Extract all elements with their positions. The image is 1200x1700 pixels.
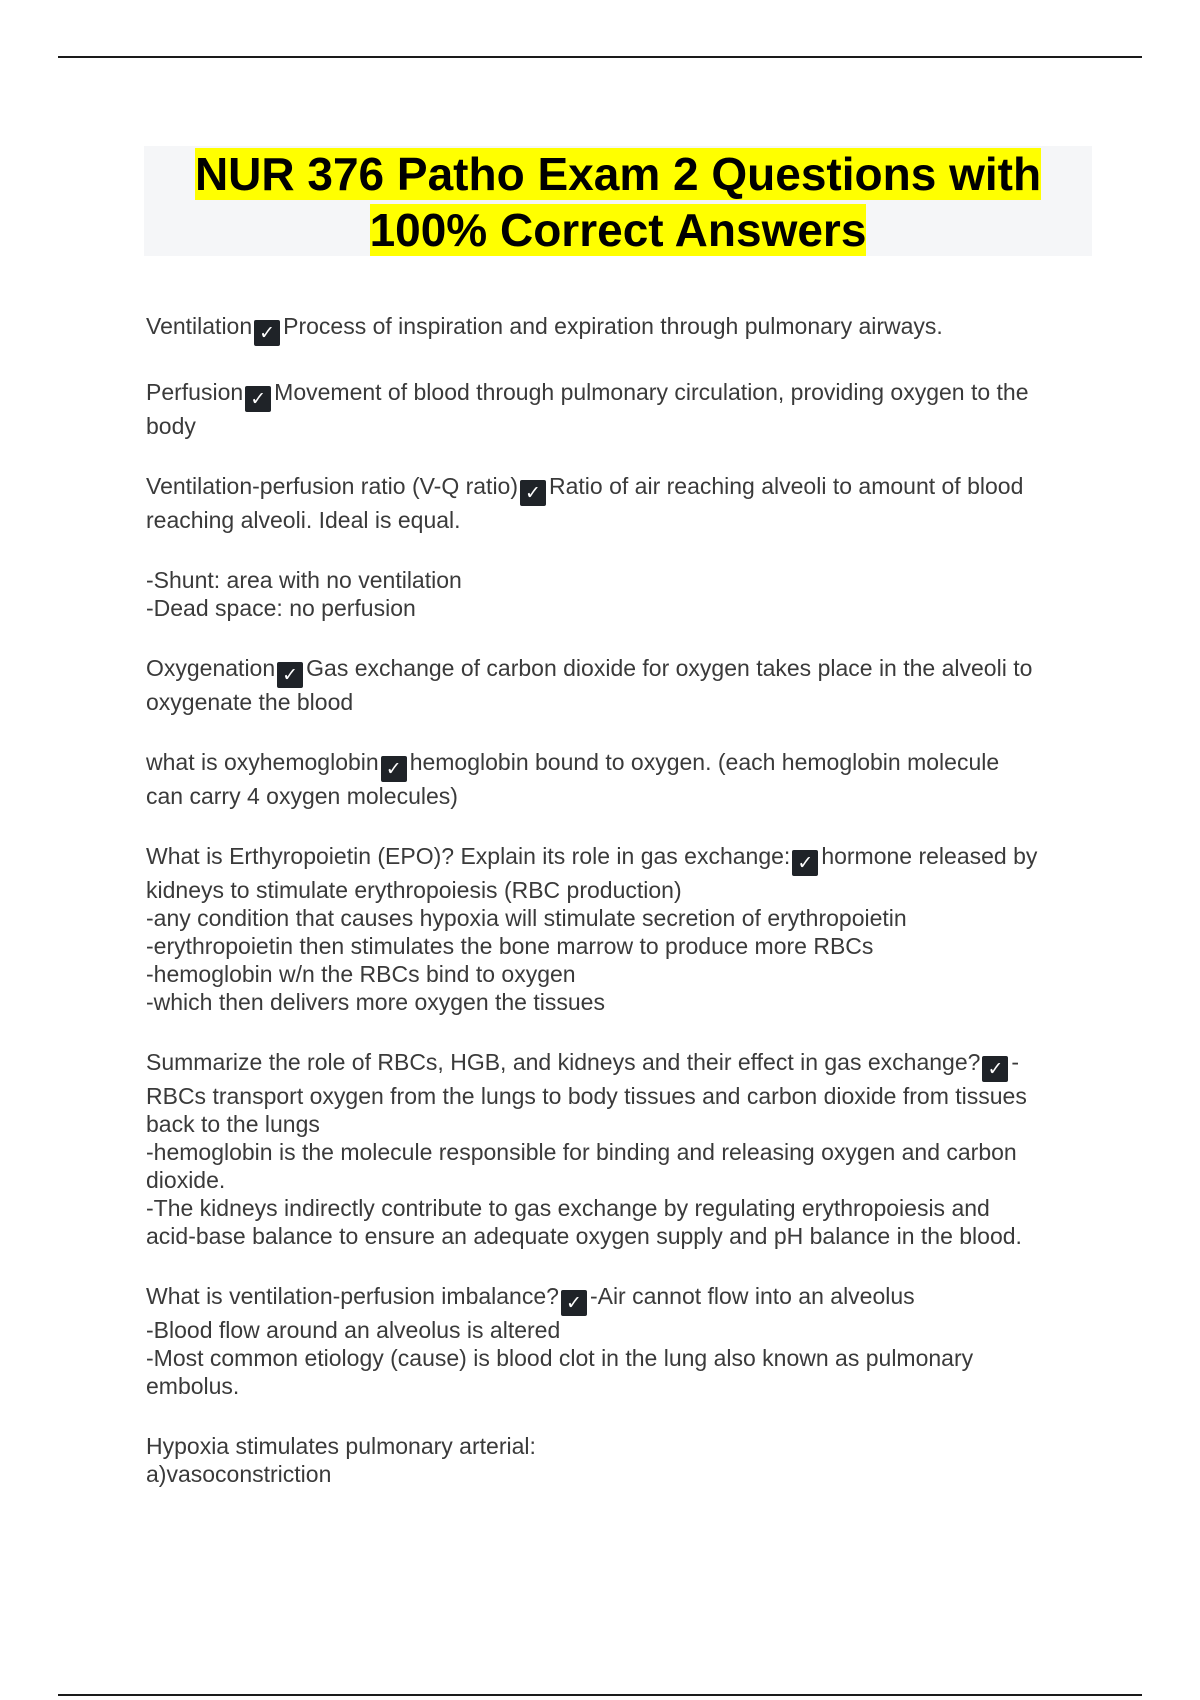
- qa-first-line: [146, 748, 1086, 782]
- question-text: Ventilation-perfusion ratio (V-Q ratio): [146, 473, 519, 499]
- qa-entry: [146, 748, 1086, 810]
- bottom-rule: [58, 1694, 1142, 1696]
- answer-line: reaching alveoli. Ideal is equal.: [146, 507, 461, 533]
- question-text: Oxygenation: [146, 655, 276, 681]
- note-line: a)vasoconstriction: [146, 1461, 332, 1487]
- document-title: [144, 146, 1092, 258]
- note-line: -Dead space: no perfusion: [146, 595, 416, 621]
- checkmark-icon: ✓: [381, 756, 407, 782]
- answer-line: -hemoglobin w/n the RBCs bind to oxygen: [146, 961, 576, 987]
- answer-text: Process of inspiration and expiration through pulmonary airways.: [283, 313, 943, 339]
- answer-line: dioxide.: [146, 1167, 226, 1193]
- answer-line: -The kidneys indirectly contribute to gas exchange by regulating erythropoiesis and: [146, 1195, 990, 1221]
- answer-line: -hemoglobin is the molecule responsible for binding and releasing oxygen and carbon: [146, 1139, 1017, 1165]
- answer-line: body: [146, 413, 196, 439]
- qa-first-line: [146, 1282, 1086, 1316]
- qa-entry: [146, 654, 1086, 716]
- qa-entry: [146, 1282, 1086, 1400]
- answer-line: RBCs transport oxygen from the lungs to body tissues and carbon dioxide from tissues: [146, 1083, 1027, 1109]
- answer-line: -which then delivers more oxygen the tissues: [146, 989, 605, 1015]
- answer-line: can carry 4 oxygen molecules): [146, 783, 458, 809]
- qa-first-line: [146, 1048, 1086, 1082]
- qa-first-line: [146, 378, 1086, 412]
- checkmark-icon: ✓: [561, 1290, 587, 1316]
- answer-line: embolus.: [146, 1373, 240, 1399]
- qa-first-line: [146, 842, 1086, 876]
- answer-text: Ratio of air reaching alveoli to amount of blood: [549, 473, 1024, 499]
- checkmark-icon: ✓: [245, 386, 271, 412]
- qa-entry: [146, 566, 1086, 622]
- qa-entry: [146, 378, 1086, 440]
- checkmark-icon: ✓: [982, 1056, 1008, 1082]
- answer-text: -: [1011, 1049, 1020, 1075]
- answer-line: -any condition that causes hypoxia will stimulate secretion of erythropoietin: [146, 905, 907, 931]
- qa-first-line: [146, 472, 1086, 506]
- qa-entry: [146, 842, 1086, 1016]
- answer-text: -Air cannot flow into an alveolus: [589, 1283, 915, 1309]
- qa-entry: [146, 1432, 1086, 1488]
- title-line-2: 100% Correct Answers: [369, 204, 867, 256]
- top-rule: [58, 56, 1142, 58]
- answer-text: hormone released by: [821, 843, 1038, 869]
- qa-content: [146, 312, 1086, 1520]
- qa-first-line: [146, 654, 1086, 688]
- answer-line: -Most common etiology (cause) is blood clot in the lung also known as pulmonary: [146, 1345, 974, 1371]
- answer-line: back to the lungs: [146, 1111, 320, 1137]
- question-text: what is oxyhemoglobin: [146, 749, 379, 775]
- question-text: Perfusion: [146, 379, 244, 405]
- answer-line: -erythropoietin then stimulates the bone marrow to produce more RBCs: [146, 933, 874, 959]
- checkmark-icon: ✓: [277, 662, 303, 688]
- answer-text: hemoglobin bound to oxygen. (each hemoglobin molecule: [409, 749, 1000, 775]
- answer-line: kidneys to stimulate erythropoiesis (RBC production): [146, 877, 682, 903]
- checkmark-icon: ✓: [520, 480, 546, 506]
- qa-entry: [146, 312, 1086, 346]
- qa-entry: [146, 1048, 1086, 1250]
- question-text: Summarize the role of RBCs, HGB, and kidneys and their effect in gas exchange?: [146, 1049, 981, 1075]
- qa-entry: [146, 472, 1086, 534]
- checkmark-icon: ✓: [254, 320, 280, 346]
- checkmark-icon: ✓: [792, 850, 818, 876]
- note-line: Hypoxia stimulates pulmonary arterial:: [146, 1433, 536, 1459]
- title-line-1: NUR 376 Patho Exam 2 Questions with: [194, 148, 1042, 200]
- answer-line: acid-base balance to ensure an adequate oxygen supply and pH balance in the blood.: [146, 1223, 1022, 1249]
- answer-text: Movement of blood through pulmonary circulation, providing oxygen to the: [274, 379, 1029, 405]
- answer-text: Gas exchange of carbon dioxide for oxygen takes place in the alveoli to: [306, 655, 1033, 681]
- question-text: What is Erthyropoietin (EPO)? Explain its role in gas exchange:: [146, 843, 791, 869]
- question-text: Ventilation: [146, 313, 253, 339]
- answer-line: -Blood flow around an alveolus is altered: [146, 1317, 561, 1343]
- note-line: -Shunt: area with no ventilation: [146, 567, 462, 593]
- answer-line: oxygenate the blood: [146, 689, 354, 715]
- title-banner: [144, 146, 1092, 256]
- qa-first-line: [146, 312, 1086, 346]
- question-text: What is ventilation-perfusion imbalance?: [146, 1283, 559, 1309]
